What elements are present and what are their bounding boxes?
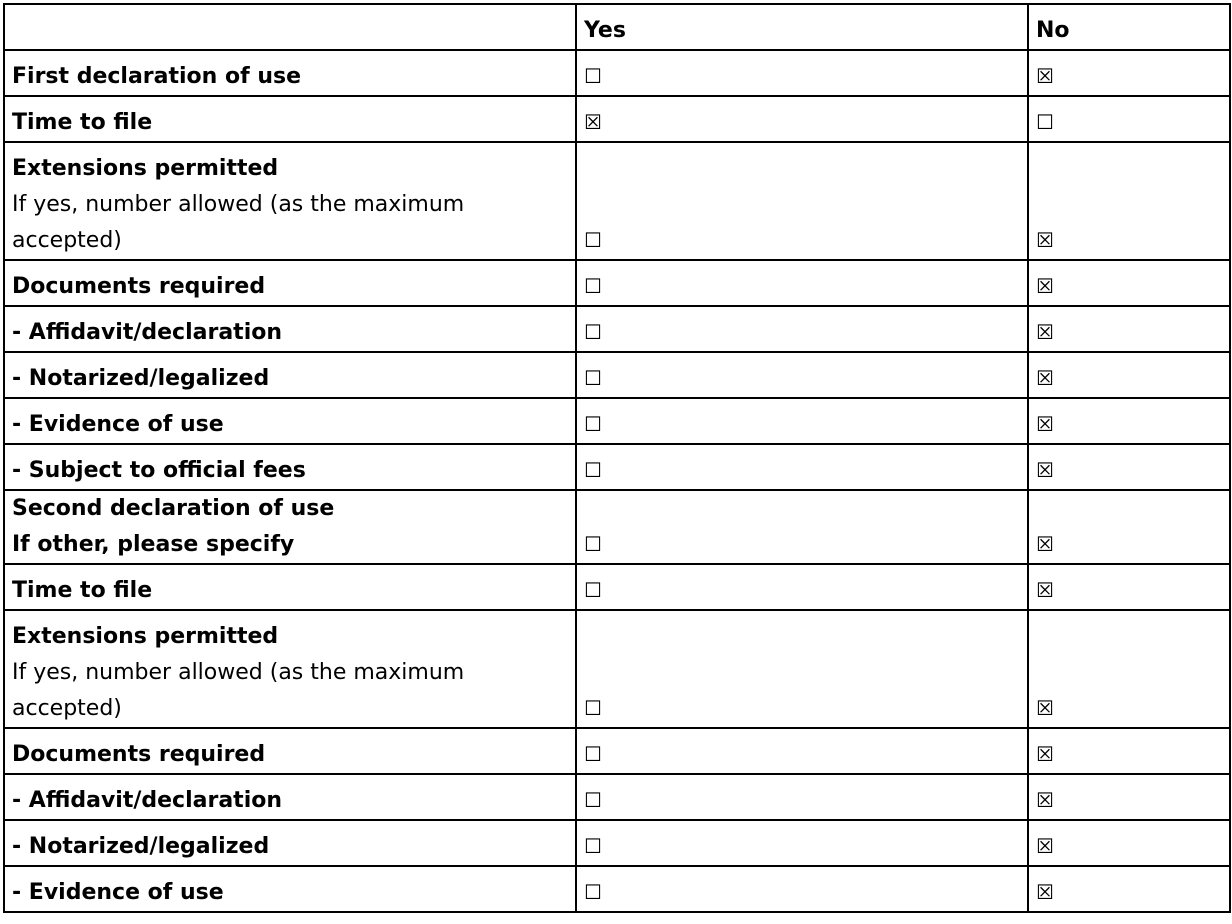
row-yes-cell bbox=[576, 352, 1028, 398]
table-row bbox=[4, 490, 1230, 564]
row-title: Second declaration of use bbox=[12, 496, 335, 521]
row-no-cell bbox=[1028, 398, 1230, 444]
table-row bbox=[4, 820, 1230, 866]
row-yes-cell bbox=[576, 398, 1028, 444]
row-title: - Subject to official fees bbox=[12, 458, 306, 483]
table-row bbox=[4, 306, 1230, 352]
row-label-cell bbox=[4, 142, 576, 260]
yes-checkbox[interactable]: ☐ bbox=[584, 64, 602, 88]
no-checkbox[interactable]: ☒ bbox=[1036, 366, 1054, 390]
row-label-cell bbox=[4, 96, 576, 142]
row-yes-cell bbox=[576, 444, 1028, 490]
yes-checkbox[interactable]: ☐ bbox=[584, 458, 602, 482]
yes-checkbox[interactable]: ☐ bbox=[584, 532, 602, 556]
table-row bbox=[4, 142, 1230, 260]
table-row bbox=[4, 564, 1230, 610]
no-checkbox[interactable]: ☒ bbox=[1036, 228, 1054, 252]
no-checkbox[interactable]: ☒ bbox=[1036, 64, 1054, 88]
row-no-cell bbox=[1028, 50, 1230, 96]
no-checkbox[interactable]: ☒ bbox=[1036, 742, 1054, 766]
row-title: - Affidavit/declaration bbox=[12, 788, 283, 813]
yes-checkbox[interactable]: ☐ bbox=[584, 228, 602, 252]
row-title: - Evidence of use bbox=[12, 412, 224, 437]
no-checkbox[interactable]: ☒ bbox=[1036, 578, 1054, 602]
yes-checkbox[interactable]: ☐ bbox=[584, 274, 602, 298]
table-row bbox=[4, 96, 1230, 142]
row-title: First declaration of use bbox=[12, 64, 301, 89]
yes-checkbox[interactable]: ☐ bbox=[584, 320, 602, 344]
no-checkbox[interactable]: ☒ bbox=[1036, 834, 1054, 858]
no-checkbox[interactable]: ☒ bbox=[1036, 458, 1054, 482]
yes-checkbox[interactable]: ☐ bbox=[584, 578, 602, 602]
row-title: Time to file bbox=[12, 578, 153, 603]
row-label-cell bbox=[4, 866, 576, 912]
row-no-cell bbox=[1028, 820, 1230, 866]
row-label-cell bbox=[4, 728, 576, 774]
row-subtitle: If yes, number allowed (as the maximum accepted) bbox=[12, 660, 465, 721]
row-no-cell bbox=[1028, 728, 1230, 774]
row-no-cell bbox=[1028, 306, 1230, 352]
no-checkbox[interactable]: ☒ bbox=[1036, 320, 1054, 344]
row-yes-cell bbox=[576, 306, 1028, 352]
table-body bbox=[4, 4, 1230, 912]
row-no-cell bbox=[1028, 142, 1230, 260]
row-yes-cell bbox=[576, 820, 1028, 866]
row-yes-cell bbox=[576, 728, 1028, 774]
row-title: Extensions permitted bbox=[12, 156, 279, 181]
row-no-cell bbox=[1028, 444, 1230, 490]
yes-checkbox[interactable]: ☐ bbox=[584, 880, 602, 904]
row-yes-cell bbox=[576, 564, 1028, 610]
no-checkbox[interactable]: ☐ bbox=[1036, 110, 1054, 134]
row-yes-cell bbox=[576, 50, 1028, 96]
row-title: Documents required bbox=[12, 274, 266, 299]
row-no-cell bbox=[1028, 610, 1230, 728]
row-label-cell bbox=[4, 564, 576, 610]
row-label-cell bbox=[4, 610, 576, 728]
row-label-cell bbox=[4, 306, 576, 352]
row-label-cell bbox=[4, 50, 576, 96]
row-no-cell bbox=[1028, 490, 1230, 564]
table-row bbox=[4, 398, 1230, 444]
no-checkbox[interactable]: ☒ bbox=[1036, 788, 1054, 812]
row-title: - Affidavit/declaration bbox=[12, 320, 283, 345]
row-title: Time to file bbox=[12, 110, 153, 135]
row-title: - Notarized/legalized bbox=[12, 366, 270, 391]
no-checkbox[interactable]: ☒ bbox=[1036, 880, 1054, 904]
header-yes: Yes bbox=[576, 4, 1028, 50]
yes-checkbox[interactable]: ☐ bbox=[584, 834, 602, 858]
row-label-cell bbox=[4, 490, 576, 564]
row-subtitle: If other, please specify bbox=[12, 532, 295, 557]
table-row bbox=[4, 352, 1230, 398]
table-row bbox=[4, 610, 1230, 728]
row-yes-cell bbox=[576, 866, 1028, 912]
no-checkbox[interactable]: ☒ bbox=[1036, 412, 1054, 436]
row-title: - Notarized/legalized bbox=[12, 834, 270, 859]
row-yes-cell bbox=[576, 610, 1028, 728]
declaration-of-use-table bbox=[3, 3, 1231, 913]
table-row bbox=[4, 444, 1230, 490]
row-label-cell bbox=[4, 444, 576, 490]
table-row bbox=[4, 50, 1230, 96]
row-no-cell bbox=[1028, 774, 1230, 820]
yes-checkbox[interactable]: ☐ bbox=[584, 696, 602, 720]
row-title: Documents required bbox=[12, 742, 266, 767]
row-label-cell bbox=[4, 398, 576, 444]
no-checkbox[interactable]: ☒ bbox=[1036, 274, 1054, 298]
row-no-cell bbox=[1028, 564, 1230, 610]
table-row bbox=[4, 866, 1230, 912]
row-no-cell bbox=[1028, 260, 1230, 306]
no-checkbox[interactable]: ☒ bbox=[1036, 532, 1054, 556]
row-yes-cell bbox=[576, 774, 1028, 820]
table-row bbox=[4, 728, 1230, 774]
table-row bbox=[4, 774, 1230, 820]
header-label-cell bbox=[4, 4, 576, 50]
row-no-cell bbox=[1028, 96, 1230, 142]
row-label-cell bbox=[4, 820, 576, 866]
row-label-cell bbox=[4, 352, 576, 398]
row-no-cell bbox=[1028, 866, 1230, 912]
row-label-cell bbox=[4, 774, 576, 820]
table-row bbox=[4, 260, 1230, 306]
header-row bbox=[4, 4, 1230, 50]
no-checkbox[interactable]: ☒ bbox=[1036, 696, 1054, 720]
row-title: Extensions permitted bbox=[12, 624, 279, 649]
yes-checkbox[interactable]: ☐ bbox=[584, 788, 602, 812]
yes-checkbox[interactable]: ☐ bbox=[584, 412, 602, 436]
yes-checkbox[interactable]: ☐ bbox=[584, 366, 602, 390]
header-no: No bbox=[1028, 4, 1230, 50]
yes-checkbox[interactable]: ☐ bbox=[584, 742, 602, 766]
row-yes-cell bbox=[576, 490, 1028, 564]
yes-checkbox[interactable]: ☒ bbox=[584, 110, 602, 134]
row-yes-cell bbox=[576, 96, 1028, 142]
row-yes-cell bbox=[576, 142, 1028, 260]
row-label-cell bbox=[4, 260, 576, 306]
row-subtitle: If yes, number allowed (as the maximum accepted) bbox=[12, 192, 465, 253]
row-yes-cell bbox=[576, 260, 1028, 306]
row-no-cell bbox=[1028, 352, 1230, 398]
row-title: - Evidence of use bbox=[12, 880, 224, 905]
